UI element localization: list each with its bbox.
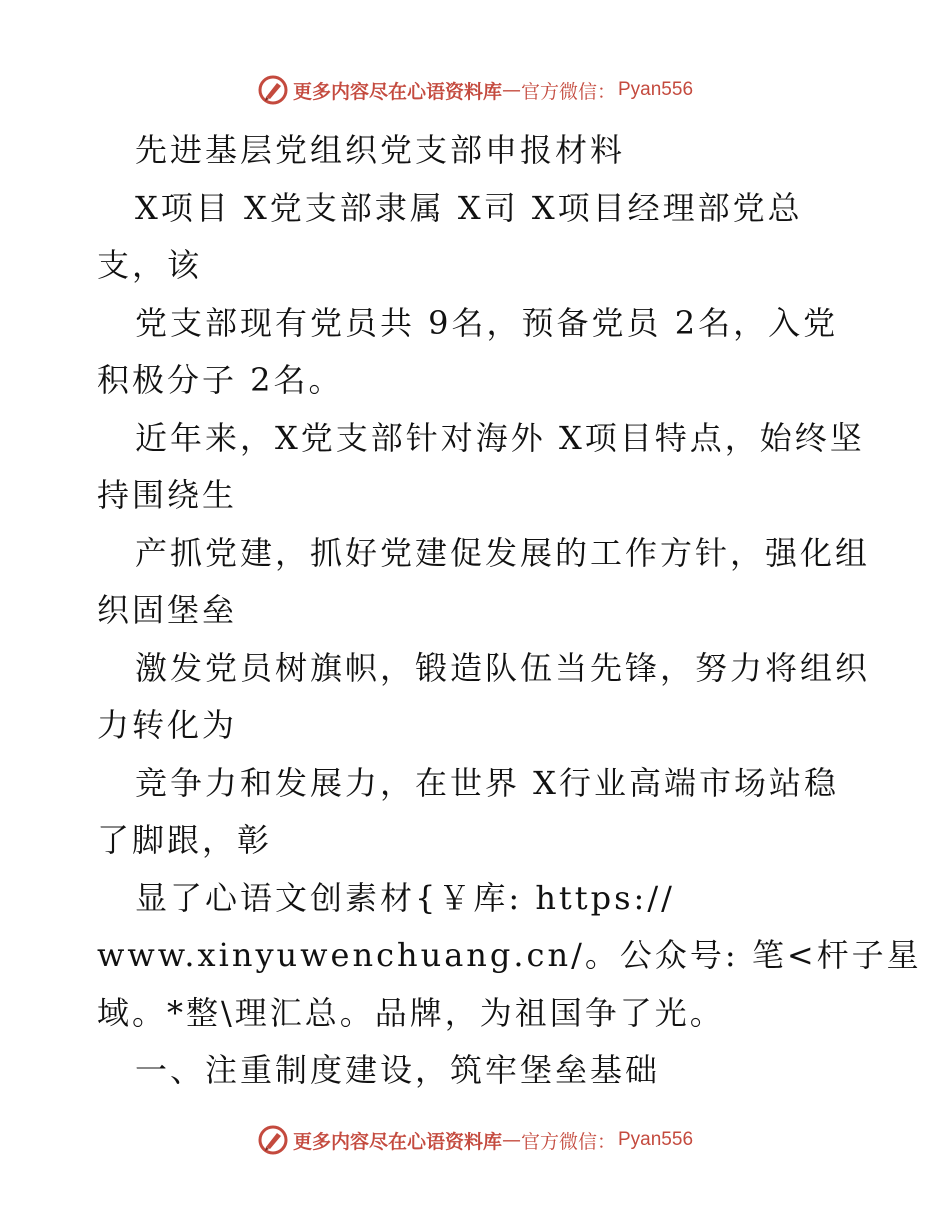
banner-wechat-id: Pyan556 <box>618 79 694 100</box>
text-line-10: 激发党员树旗帜，锻造队伍当先锋，努力将组织 <box>135 648 871 687</box>
text-line-5: 积极分子 2名。 <box>97 361 344 399</box>
text-line-3: 支，该 <box>97 246 203 284</box>
section-heading: 一、注重制度建设，筑牢堡垒基础 <box>135 1051 661 1089</box>
banner-dash: — <box>501 79 521 101</box>
text-line-11: 力转化为 <box>97 706 238 744</box>
banner-main-text: 更多内容尽在心语资料库 <box>292 80 502 103</box>
header-banner <box>0 70 950 110</box>
banner-official-label: 官方微信： <box>520 1130 616 1153</box>
text-line-1: 先进基层党组织党支部申报材料 <box>135 131 626 169</box>
footer-banner <box>0 1120 950 1160</box>
text-line-9: 织固堡垒 <box>97 591 238 629</box>
text-line-6: 近年来，X党支部针对海外 X项目特点，始终坚 <box>135 418 865 457</box>
banner-dash: — <box>501 1129 521 1151</box>
document-body <box>97 122 922 1100</box>
text-line-16: 域。*整\理汇总。品牌，为祖国争了光。 <box>97 993 725 1032</box>
text-line-2: X项目 X党支部隶属 X司 X项目经理部党总 <box>135 188 803 227</box>
pen-logo-icon <box>257 74 289 106</box>
text-line-4: 党支部现有党员共 9名，预备党员 2名，入党 <box>135 303 839 342</box>
banner-wechat-id: Pyan556 <box>618 1129 694 1150</box>
text-line-8: 产抓党建，抓好党建促发展的工作方针，强化组 <box>135 533 871 572</box>
pen-logo-icon <box>257 1124 289 1156</box>
banner-official-label: 官方微信： <box>520 80 616 103</box>
text-line-14: 显了心语文创素材{￥库: https:// <box>135 878 675 917</box>
banner-main-text: 更多内容尽在心语资料库 <box>292 1130 502 1153</box>
text-line-12: 竞争力和发展力，在世界 X行业高端市场站稳 <box>135 763 839 802</box>
text-line-15: www.xinyuwenchuang.cn/。公众号: 笔<杆子星 <box>97 936 922 974</box>
text-line-7: 持围绕生 <box>97 476 238 514</box>
text-line-13: 了脚跟，彰 <box>97 821 273 859</box>
